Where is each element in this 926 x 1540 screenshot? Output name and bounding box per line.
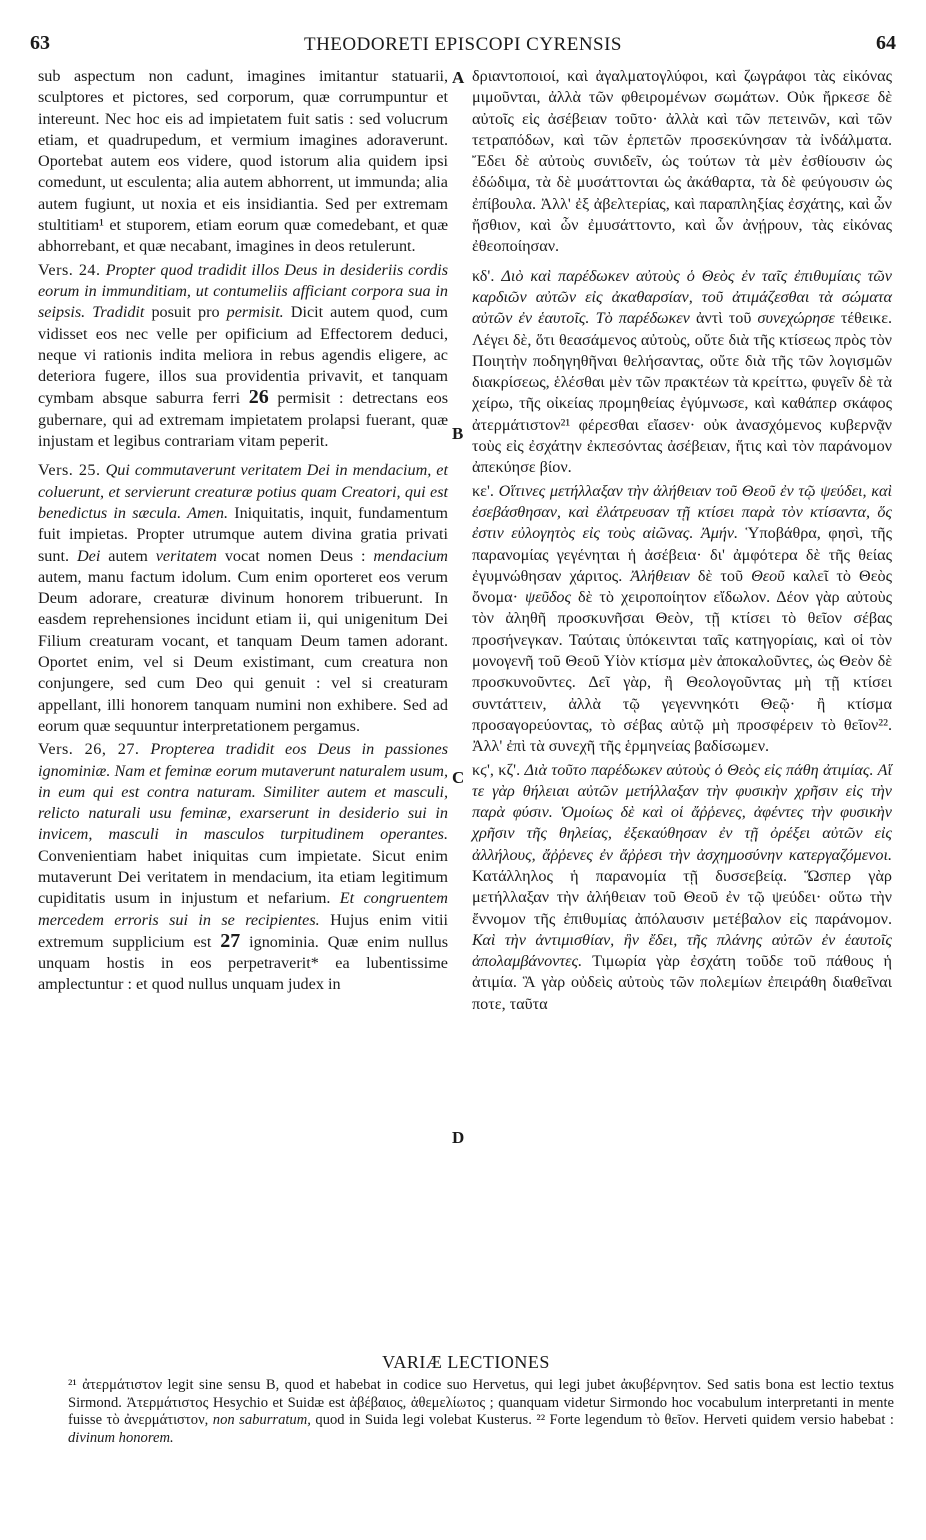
column-number: 26 xyxy=(248,386,269,409)
greek-paragraph: κδ'. Διὸ καὶ παρέδωκεν αὐτοὺς ὁ Θεὸς ἐν ταῖς ἐπιθυμίαις τῶν καρδιῶν αὐτῶν εἰς ἀκαθαρσίαν, τοῦ ἀτιμάζεσθαι τὰ σώματα αὐτῶν ἐν ἑαυτοῖς. Τὸ παρέδωκεν ἀντὶ τοῦ συνεχώρησε τέθεικε. Λέγει δὲ, ὅτι θεασάμενος αὐτοὺς, οὔτε διὰ τῆς κτίσεως πρὸς τὸν Ποιητὴν ποδηγηθῆναι θελήσαντας, οὔτε διὰ τῆς τῶν λογισμῶν διακρίσεως, ἑλέσθαι μὲν τῶν πρακτέων τὰ κρείττω, φυγεῖν δὲ τὰ χείρω, τῆς οἰκείας προμηθείας ἐγύμνωσε, καὶ καθάπερ σκάφος ἀτερμάτιστον²¹ φέρεσθαι εἴασεν· οὐκ ἀνασχόμενος κυβερνᾷν τοὺς εἰς ἐσχάτην ἐκπεσόντας ἀσέβειαν, ἥτις καὶ τὸν παράνομον ἀπεκύησε βίον. xyxy=(472,266,893,477)
variae-lectiones xyxy=(38,1352,894,1447)
verse-label: Vers. 25. xyxy=(38,461,101,480)
greek-paragraph: δριαντοποιοί, καὶ ἀγαλματογλύφοι, καὶ ζωγράφοι τὰς εἰκόνας μιμοῦνται, ἀλλὰ τῶν φθειρομένων σωμάτων. Οὐκ ἤρκεσε δὲ αὐτοῖς εἰς ἀσέβειαν τοῦτο· ἀλλὰ καὶ τῶν πετεινῶν, καὶ τῶν τετραπόδων, καὶ τῶν ἑρπετῶν προσεκύνησαν τὰ ἰνδάλματα. Ἔδει δὲ αὐτοὺς συνιδεῖν, ὡς τούτων τὰ μὲν ἐσθίουσιν ὡς ἐδώδιμα, τὰ δὲ μυσάττονται ὡς ἀκάθαρτα, τὰ δὲ φεύγουσιν ὡς ἐπίβουλα. Ἀλλ' ἐξ ἀβελτερίας, καὶ παραπληξίας ἐσχάτης, καὶ ὧν ἤσθιον, καὶ ὧν ἐμυσάττοντο, καὶ ὧν ἀνῄρουν, τὰς εἰκόνας ἐθεοποίησαν. xyxy=(472,67,892,256)
verse-label: κδ'. xyxy=(472,266,495,285)
verse-label: Vers. 24. xyxy=(38,260,101,279)
greek-paragraph: κε'. Οἵτινες μετήλλαξαν τὴν ἀλήθειαν τοῦ Θεοῦ ἐν τῷ ψεύδει, καὶ ἐσεβάσθησαν, καὶ ἐλάτρευσαν τῇ κτίσει παρὰ τὸν κτίσαντα, ὅς ἐστιν εὐλογητὸς εἰς τοὺς αἰῶνας. Ἀμήν. Ὑποβάθρα, φησὶ, τῆς παρανομίας γεγένηται ἡ ἀσέβεια· δι' ἀμφότερα δὲ τῆς θείας ἐγυμνώθησαν χάριτος. Ἀλήθειαν δὲ τοῦ Θεοῦ καλεῖ τὸ Θεὸς ὄνομα· ψεῦδος δὲ τὸ χειροποίητον εἴδωλον. Δέον γὰρ αὐτοὺς τὸν ἀληθῆ προσκυνῆσαι Θεὸν, τῇ κτίσει τὸ θεῖον σέβας προσήνεγκαν. Ταύταις ὑπόκεινται ταῖς κατηγορίαις, καὶ οἱ τὸν μονογενῆ τοῦ Θεοῦ Υἱὸν κτίσμα μὲν ἀποκαλοῦντες, ὡς Θεὸν δὲ προσκυνοῦντες. Δεῖ γὰρ, ἢ Θεολογοῦντας μὴ τῇ κτίσει συντάττειν, ἀλλὰ τῷ γεγεννηκότι Θεῷ· ἢ κτίσμα προσαγορεύοντας, τὸ σέβας αὐτῷ μὴ προσφέρειν τὸ θεῖον²². Ἀλλ' ἐπὶ τὰ συνεχῆ τῆς ἑρμηνείας βαδίσωμεν. xyxy=(472,481,893,756)
footnotes-heading: VARIÆ LECTIONES xyxy=(382,1352,550,1372)
latin-paragraph: Vers. 24. Propter quod tradidit illos Deus in desideriis cordis eorum in immunditiam, ut contumeliis afficiant corpora sua in seipsis. Tradidit posuit pro permisit. Dicit autem quod, cum vidisset eos nec velle per opificium ad Effectorem deduci, neque vi rationis indita meliora in rebus agendis eligere, ac deteriora fugere, illos sua providentia privavit, et tanquam cymbam absque saburra ferri 26 permisit : detrectans eos gubernare, qui ad extremam impietatem prolapsi fuerant, quæ injustam et legibus contrariam vitam peperit. xyxy=(38,260,449,451)
scripture-lemma: Et congruentem mercedem erroris sui in se recipientes. xyxy=(38,889,448,929)
page-number-left: 63 xyxy=(30,32,50,54)
section-marker-b: B xyxy=(452,424,464,443)
latin-paragraph: sub aspectum non cadunt, imagines imitantur statuarii, sculptores et pictores, sed corporum, quæ corrumpuntur et intereunt. Nec hoc eis ad impietatem fuit satis : sed volucrum etiam, et quadrupedum, et vermium imagines adoraverunt. Oportebat autem eos videre, quod istorum alia quidem ipsi comedunt, ut esculenta; alia autem abhorrent, ut immunda; alia autem fugiunt, ut noxia et eis insidiantia. Sed per extremam stultitiam¹ et stuporem, etiam eorum quæ comedebant, et quæ abhorrebant, et quæ necabant, imagines in deos retulerunt. xyxy=(38,67,448,256)
scripture-lemma: Διὸ καὶ παρέδωκεν αὐτοὺς ὁ Θεὸς ἐν ταῖς ἐπιθυμίαις τῶν καρδιῶν αὐτῶν εἰς ἀκαθαρσίαν, τοῦ ἀτιμάζεσθαι τὰ σώματα αὐτῶν ἐν ἑαυτοῖς. xyxy=(472,266,892,328)
section-marker-c: C xyxy=(452,768,465,787)
section-marker-d: D xyxy=(452,1128,465,1147)
scripture-lemma: Οἵτινες μετήλλαξαν τὴν ἀλήθειαν τοῦ Θεοῦ ἐν τῷ ψεύδει, καὶ ἐσεβάσθησαν, καὶ ἐλάτρευσαν τῇ κτίσει παρὰ τὸν κτίσαντα, ὅς ἐστιν εὐλογητὸς εἰς τοὺς αἰῶνας. Ἀμήν. xyxy=(472,481,892,543)
scripture-lemma: Propterea tradidit eos Deus in passiones ignominiæ. Nam et feminæ eorum mutaverunt naturalem usum, in eum qui est contra naturam. Similiter autem et masculi, relicto naturali usu feminæ, exarserunt in desiderio sui in invicem, masculi in masculos turpitudinem operantes. xyxy=(38,740,448,844)
scripture-lemma: Propter quod tradidit illos Deus in desideriis cordis eorum in immunditiam, ut contumeliis afficiant corpora sua in seipsis. Tradidit xyxy=(38,260,449,322)
verse-label: Vers. 26, 27. xyxy=(38,740,140,759)
latin-column xyxy=(38,66,448,996)
scripture-lemma: Qui commutaverunt veritatem Dei in mendacium, et coluerunt, et servierunt creaturæ potius quam Creatori, qui est benedictus in sæcula. Amen. xyxy=(38,461,448,522)
greek-paragraph: κϛ', κζ'. Διὰ τοῦτο παρέδωκεν αὐτοὺς ὁ Θεὸς εἰς πάθη ἀτιμίας. Αἵ τε γὰρ θήλειαι αὐτῶν μετήλλαξαν τὴν φυσικὴν χρῆσιν εἰς τὴν παρὰ φύσιν. Ὁμοίως δὲ καὶ οἱ ἄῤῥενες, ἀφέντες τὴν φυσικὴν χρῆσιν τῆς θηλείας, ἐξεκαύθησαν ἐν τῇ ὀρέξει αὐτῶν εἰς ἀλλήλους, ἄῤῥενες ἐν ἄῤῥεσι τὴν ἀσχημοσύνην κατεργαζόμενοι. Κατάλληλος ἡ παρανομία τῇ δυσσεβείᾳ. Ὥσπερ γὰρ μετήλλαξαν τὴν ἀλήθειαν τοῦ Θεοῦ ἐν τῷ ψεύδει· οὕτω τὴν ἔννομον τῆς ἐπιθυμίας ἀπόλαυσιν μετέβαλον εἰς παράνομον. Καὶ τὴν ἀντιμισθίαν, ἣν ἔδει, τῆς πλάνης αὐτῶν ἐν ἑαυτοῖς ἀπολαμβάνοντες. Τιμωρία γὰρ ἐσχάτη τοῦδε τοῦ πάθους ἡ ἀτιμία. Ἃ γὰρ οὐδεὶς αὐτοὺς τῶν πολεμίων ἐπειράθη διαθεῖναι ποτε, ταῦτα xyxy=(472,760,892,1013)
verse-label: κε'. xyxy=(472,481,494,500)
greek-column xyxy=(472,66,892,1015)
latin-paragraph: Vers. 25. Qui commutaverunt veritatem Dei in mendacium, et coluerunt, et servierunt creaturæ potius quam Creatori, qui est benedictus in sæcula. Amen. Iniquitatis, inquit, fundamentum fuit impietas. Propter utrumque autem divina gratia privati sunt. Dei autem veritatem vocat nomen Deus : mendacium autem, manu factum idolum. Cum enim oporteret eos verum Deum adorare, creaturæ divinum honorem tribuerunt. In easdem reprehensiones incidunt etiam ii, qui unigenitum Dei Filium creaturam vocant, et tanquam Deum tamen adorant. Oportet enim, vel si Deum existimant, cum creatura non conjungere, sed cum Deo qui genuit : vel si creaturam appellant, illi honorem tanquam numini non exhibere. Sed ad eorum quæ sequuntur interpretationem pergamus. xyxy=(38,461,448,735)
running-header xyxy=(30,32,896,62)
page-number-right: 64 xyxy=(876,32,896,54)
section-marker-a: A xyxy=(452,68,465,87)
latin-paragraph: Vers. 26, 27. Propterea tradidit eos Deus in passiones ignominiæ. Nam et feminæ eorum mutaverunt naturalem usum, in eum qui est contra naturam. Similiter autem et masculi, relicto naturali usu feminæ, exarserunt in desiderio sui in invicem, masculi in masculos turpitudinem operantes. Convenientiam habet iniquitas cum impietate. Sicut enim mutaverunt Dei veritatem in mendacium, ita etiam legitimum cupiditatis usum in injustum et nefarium. Et congruentem mercedem erroris sui in se recipientes. Hujus enim vitii extremum supplicium est 27 ignominia. Quæ enim nullus unquam hostis in eos perpetraverit* ea lubentissime amplectuntur : et quod nullus unquam judex in xyxy=(38,740,449,994)
scripture-lemma: Διὰ τοῦτο παρέδωκεν αὐτοὺς ὁ Θεὸς εἰς πάθη ἀτιμίας. Αἵ τε γὰρ θήλειαι αὐτῶν μετήλλαξαν τὴν φυσικὴν χρῆσιν εἰς τὴν παρὰ φύσιν. Ὁμοίως δὲ καὶ οἱ ἄῤῥενες, ἀφέντες τὴν φυσικὴν χρῆσιν τῆς θηλείας, ἐξεκαύθησαν ἐν τῇ ὀρέξει αὐτῶν εἰς ἀλλήλους, ἄῤῥενες ἐν ἄῤῥεσι τὴν ἀσχημοσύνην κατεργαζόμενοι. xyxy=(472,760,892,864)
column-number: 27 xyxy=(220,929,241,952)
verse-label: κϛ', κζ'. xyxy=(472,760,521,779)
running-title: THEODORETI EPISCOPI CYRENSIS xyxy=(303,34,623,55)
scripture-lemma: Καὶ τὴν ἀντιμισθίαν, ἣν ἔδει, τῆς πλάνης αὐτῶν ἐν ἑαυτοῖς ἀπολαμβάνοντες. xyxy=(472,930,892,971)
footnote-text: ²¹ ἀτερμάτιστον legit sine sensu B, quod et habebat in codice suo Hervetus, qui legi jubet ἀκυβέρνητον. Sed satis bona est lectio textus Sirmond. Ἀτερμάτιστος Hesychio et Suidæ est ἀβέβαιος, ἀθεμελίωτος ; quanquam videtur Sirmondo hoc vocabulum interpretanti in mente fuisse τὸ ἀνερμάτιστον, non saburratum, quod in Suida legi volebat Kusterus. ²² Forte legendum τὸ θεῖον. Herveti quidem versio habebat : divinum honorem. xyxy=(68,1377,894,1446)
